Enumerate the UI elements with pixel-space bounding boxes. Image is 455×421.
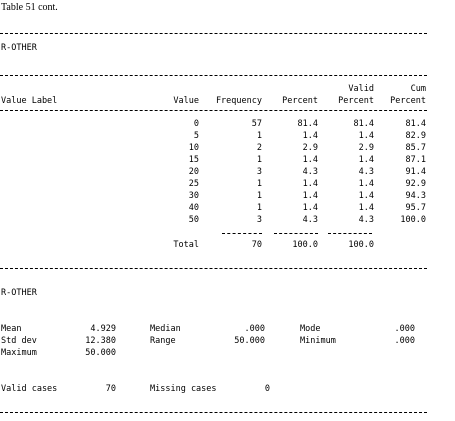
- maximum-label: Maximum: [1, 348, 37, 358]
- missing-cases-label: Missing cases: [150, 384, 217, 394]
- cell-percent: 1.4: [302, 155, 318, 165]
- valid-cases-value: 70: [105, 384, 116, 394]
- header-cum-line2: Percent: [390, 96, 426, 106]
- cell-value: 50: [188, 215, 199, 225]
- divider-top: [0, 33, 427, 34]
- cell-cum-percent: 100.0: [400, 215, 426, 225]
- cell-frequency: 1: [256, 179, 262, 189]
- total-rule-valid: [328, 233, 372, 234]
- cell-frequency: 1: [256, 155, 262, 165]
- total-label: Total: [173, 240, 199, 250]
- cell-cum-percent: 85.7: [405, 143, 426, 153]
- median-value: .000: [244, 324, 265, 334]
- cell-valid-percent: 1.4: [358, 179, 374, 189]
- median-label: Median: [150, 324, 181, 334]
- variable-name: R-OTHER: [1, 43, 37, 53]
- std-dev-value: 12.380: [85, 336, 116, 346]
- cell-valid-percent: 4.3: [358, 167, 374, 177]
- cell-percent: 1.4: [302, 131, 318, 141]
- cell-valid-percent: 4.3: [358, 215, 374, 225]
- total-rule-percent: [274, 233, 318, 234]
- cell-valid-percent: 1.4: [358, 155, 374, 165]
- header-cum-line1: Cum: [410, 84, 426, 94]
- cell-percent: 4.3: [302, 167, 318, 177]
- cell-percent: 1.4: [302, 191, 318, 201]
- cell-percent: 1.4: [302, 179, 318, 189]
- divider-bottom: [0, 412, 427, 413]
- cell-value: 15: [188, 155, 199, 165]
- mean-value: 4.929: [90, 324, 116, 334]
- divider-header-bottom: [0, 110, 427, 111]
- maximum-value: 50.000: [85, 348, 116, 358]
- cell-frequency: 2: [256, 143, 262, 153]
- divider-stats-top: [0, 268, 427, 269]
- cell-frequency: 3: [256, 215, 262, 225]
- range-value: 50.000: [234, 336, 265, 346]
- cell-valid-percent: 81.4: [353, 119, 374, 129]
- total-percent: 100.0: [292, 240, 318, 250]
- cell-cum-percent: 94.3: [405, 191, 426, 201]
- total-frequency: 70: [251, 240, 262, 250]
- cell-valid-percent: 1.4: [358, 131, 374, 141]
- mode-value: .000: [394, 324, 415, 334]
- cell-valid-percent: 1.4: [358, 191, 374, 201]
- cell-cum-percent: 81.4: [405, 119, 426, 129]
- cell-value: 20: [188, 167, 199, 177]
- cell-frequency: 1: [256, 203, 262, 213]
- cell-frequency: 57: [251, 119, 262, 129]
- cell-percent: 81.4: [297, 119, 318, 129]
- std-dev-label: Std dev: [1, 336, 37, 346]
- cell-value: 25: [188, 179, 199, 189]
- cell-percent: 2.9: [302, 143, 318, 153]
- header-value-label: Value Label: [1, 96, 58, 106]
- total-valid-percent: 100.0: [348, 240, 374, 250]
- mode-label: Mode: [300, 324, 321, 334]
- cell-frequency: 3: [256, 167, 262, 177]
- cell-value: 5: [193, 131, 199, 141]
- valid-cases-label: Valid cases: [1, 384, 58, 394]
- header-value: Value: [173, 96, 199, 106]
- minimum-value: .000: [394, 336, 415, 346]
- cell-cum-percent: 95.7: [405, 203, 426, 213]
- cell-frequency: 1: [256, 131, 262, 141]
- missing-cases-value: 0: [264, 384, 270, 394]
- cell-valid-percent: 1.4: [358, 203, 374, 213]
- total-rule-frequency: [222, 233, 262, 234]
- minimum-label: Minimum: [300, 336, 336, 346]
- cell-percent: 4.3: [302, 215, 318, 225]
- divider-header-top: [0, 75, 427, 76]
- cell-value: 10: [188, 143, 199, 153]
- cell-cum-percent: 82.9: [405, 131, 426, 141]
- cell-cum-percent: 91.4: [405, 167, 426, 177]
- cell-valid-percent: 2.9: [358, 143, 374, 153]
- header-frequency: Frequency: [215, 96, 262, 106]
- cell-value: 40: [188, 203, 199, 213]
- range-label: Range: [150, 336, 176, 346]
- cell-value: 30: [188, 191, 199, 201]
- cell-frequency: 1: [256, 191, 262, 201]
- stats-title: R-OTHER: [1, 288, 37, 298]
- cell-percent: 1.4: [302, 203, 318, 213]
- mean-label: Mean: [1, 324, 22, 334]
- cell-cum-percent: 92.9: [405, 179, 426, 189]
- cell-cum-percent: 87.1: [405, 155, 426, 165]
- header-valid-line2: Percent: [338, 96, 374, 106]
- header-percent: Percent: [282, 96, 318, 106]
- cell-value: 0: [193, 119, 199, 129]
- header-valid-line1: Valid: [348, 84, 374, 94]
- table-title: Table 51 cont.: [1, 2, 58, 13]
